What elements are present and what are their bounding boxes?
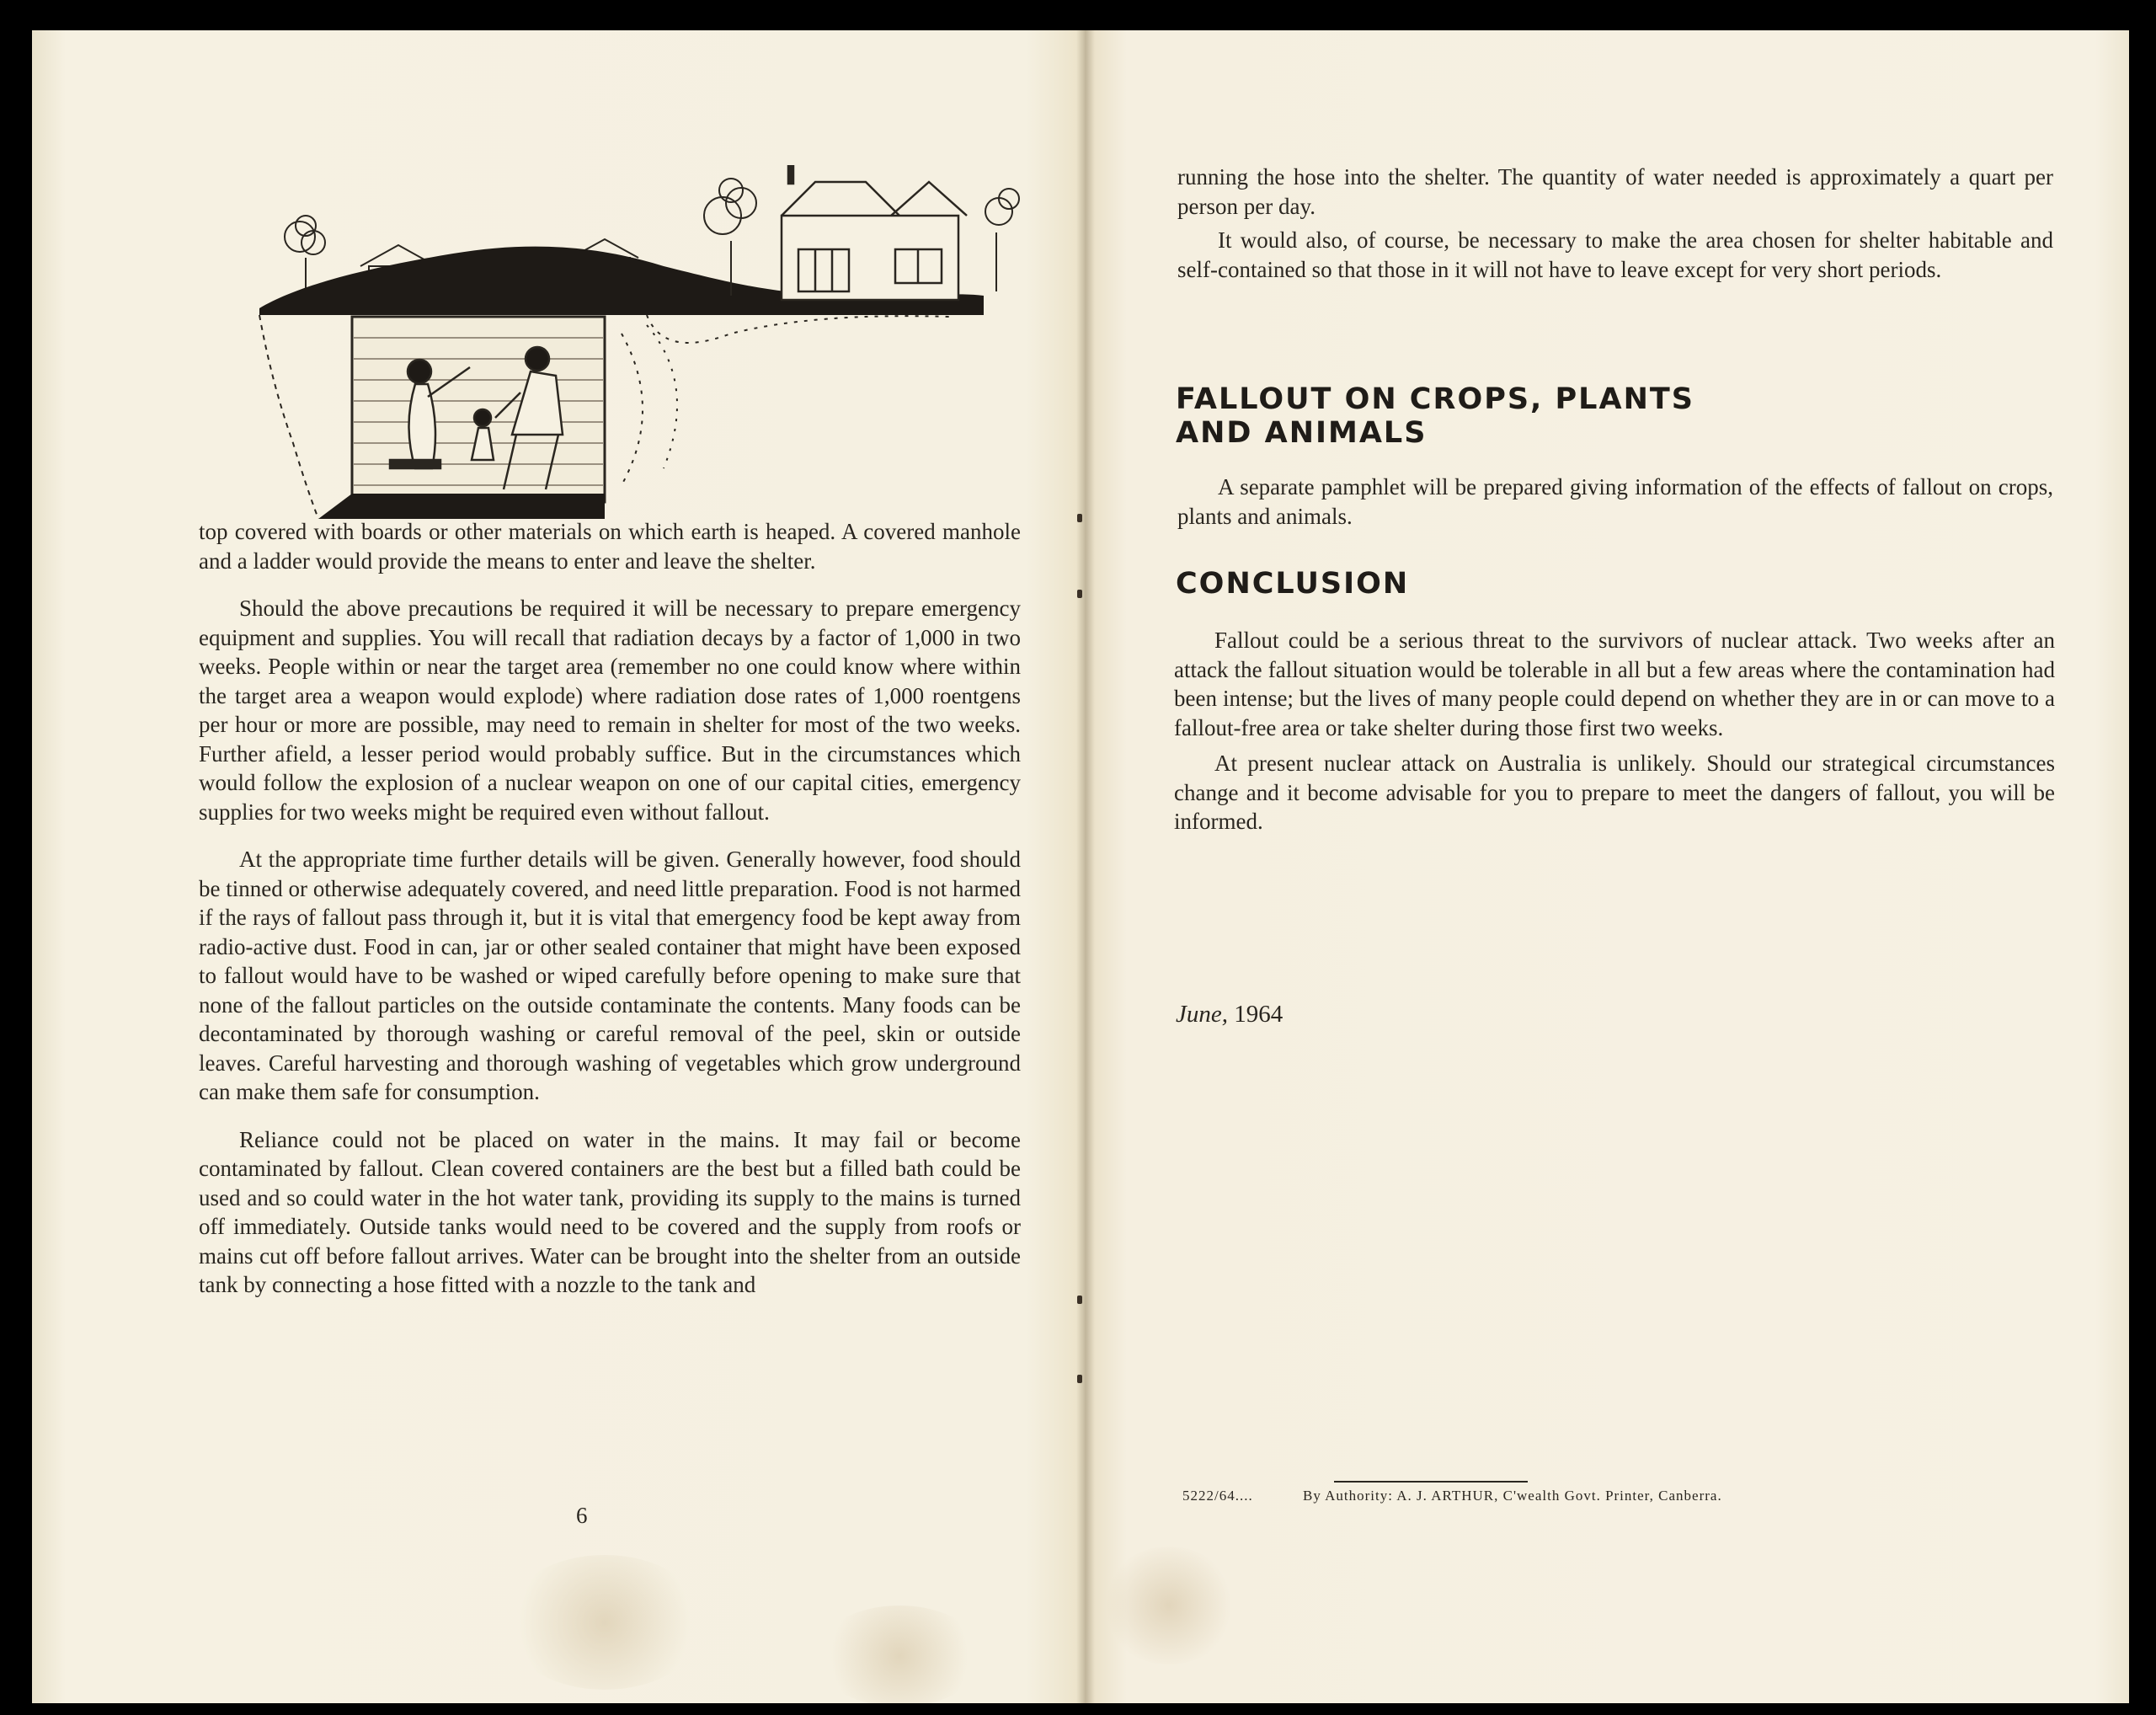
fallout-text (1177, 473, 2053, 531)
left-page (32, 30, 1085, 1703)
shelter-illustration (226, 165, 1043, 519)
left-body-text (199, 517, 1021, 1300)
date-line (1176, 1001, 1283, 1028)
right-paragraph-1: running the hose into the shelter. The quantity of water needed is approximately a quart per person per day. (1177, 164, 2053, 219)
imprint-code: 5222/64.... (1182, 1488, 1253, 1504)
staple-lower-mid (1077, 1296, 1082, 1304)
shelter-pit-drawing (259, 315, 950, 519)
heading-fallout-line-2: AND ANIMALS (1176, 416, 1428, 450)
conclusion-paragraph-1: Fallout could be a serious threat to the survivors of nuclear attack. Two weeks after an attack the fallout situation would be tolerable in all but a few areas where the contamination had been intense; but the lives of many people could depend on whether they are in or can move to a fallout-free area or take shelter during those first two weeks. (1174, 628, 2055, 740)
right-page (1085, 30, 2129, 1703)
conclusion-text (1174, 626, 2055, 836)
left-paragraph-2: Should the above precautions be required it will be necessary to prepare emergency equipment and supplies. You will recall that radiation decays by a factor of 1,000 in two weeks. People within or near the target area (remember no one could know where within the target area a weapon would explode) where radiation dose rates of 1,000 roentgens per hour or more are possible, may need to remain in shelter for most of the two weeks. Further afield, a lesser period would probably suffice. But in the circumstances which would follow the explosion of a nuclear weapon on one of our capital cities, emergency supplies for two weeks might be required even without fallout. (199, 596, 1021, 825)
right-top-text (1177, 163, 2053, 284)
left-paragraph-3: At the appropriate time further details will be given. Generally however, food should be tinned or otherwise adequately covered, and need little preparation. Food is not harmed if the rays of fallout pass through it, but it is vital that emergency food be kept away from radio-active dust. Food in can, jar or other sealed container that might have been exposed to fallout would have to be washed or wiped carefully before opening to make sure that none of the fallout particles on the outside contaminate the contents. Many foods can be decontaminated by thorough washing or careful removal of the peel, skin or outside leaves. Careful harvesting and thorough washing of vegetables which grow underground can make them safe for consumption. (199, 847, 1021, 1104)
date-month: June, (1176, 1001, 1228, 1028)
date-year: 1964 (1234, 1001, 1283, 1028)
staple-top (1077, 514, 1082, 522)
tree-left-drawing (285, 216, 325, 291)
left-paragraph-4: Reliance could not be placed on water in the mains. It may fail or become contaminated by fallout. Clean covered containers are the best but a filled bath could be used and so could water in the hot water tank, providing its supply to the mains is turned off immediately. Outside tanks would need to be covered and the supply from roofs or mains cut off before fallout arrives. Water can be brought into the shelter from an outside tank by connecting a hose fitted with a nozzle to the tank and (199, 1126, 1021, 1297)
imprint-authority: By Authority: A. J. ARTHUR, C'wealth Govt. Printer, Canberra. (1302, 1488, 1722, 1504)
staple-upper-mid (1077, 590, 1082, 598)
printer-imprint (1182, 1488, 1722, 1504)
heading-conclusion: CONCLUSION (1176, 567, 1410, 601)
left-paragraph-1: top covered with boards or other materials on which earth is heaped. A covered manhole and a ladder would provide the means to enter and leave the shelter. (199, 519, 1021, 574)
heading-fallout-line-1: FALLOUT ON CROPS, PLANTS (1176, 382, 1694, 416)
house-drawing (782, 165, 967, 300)
conclusion-paragraph-2: At present nuclear attack on Australia is unlikely. Should our strategical circumstances change and it become advisable for you to prepare to meet the dangers of fallout, you will be informed. (1174, 751, 2055, 834)
fallout-paragraph: A separate pamphlet will be prepared giving information of the effects of fallout on crops, plants and animals. (1177, 474, 2053, 529)
heading-fallout-crops (1176, 382, 1694, 450)
right-paragraph-2: It would also, of course, be necessary to make the area chosen for shelter habitable and self-contained so that those in it will not have to leave except for very short periods. (1177, 227, 2053, 282)
page-number: 6 (576, 1503, 588, 1528)
staple-bottom (1077, 1375, 1082, 1383)
book-spine (1076, 30, 1095, 1703)
